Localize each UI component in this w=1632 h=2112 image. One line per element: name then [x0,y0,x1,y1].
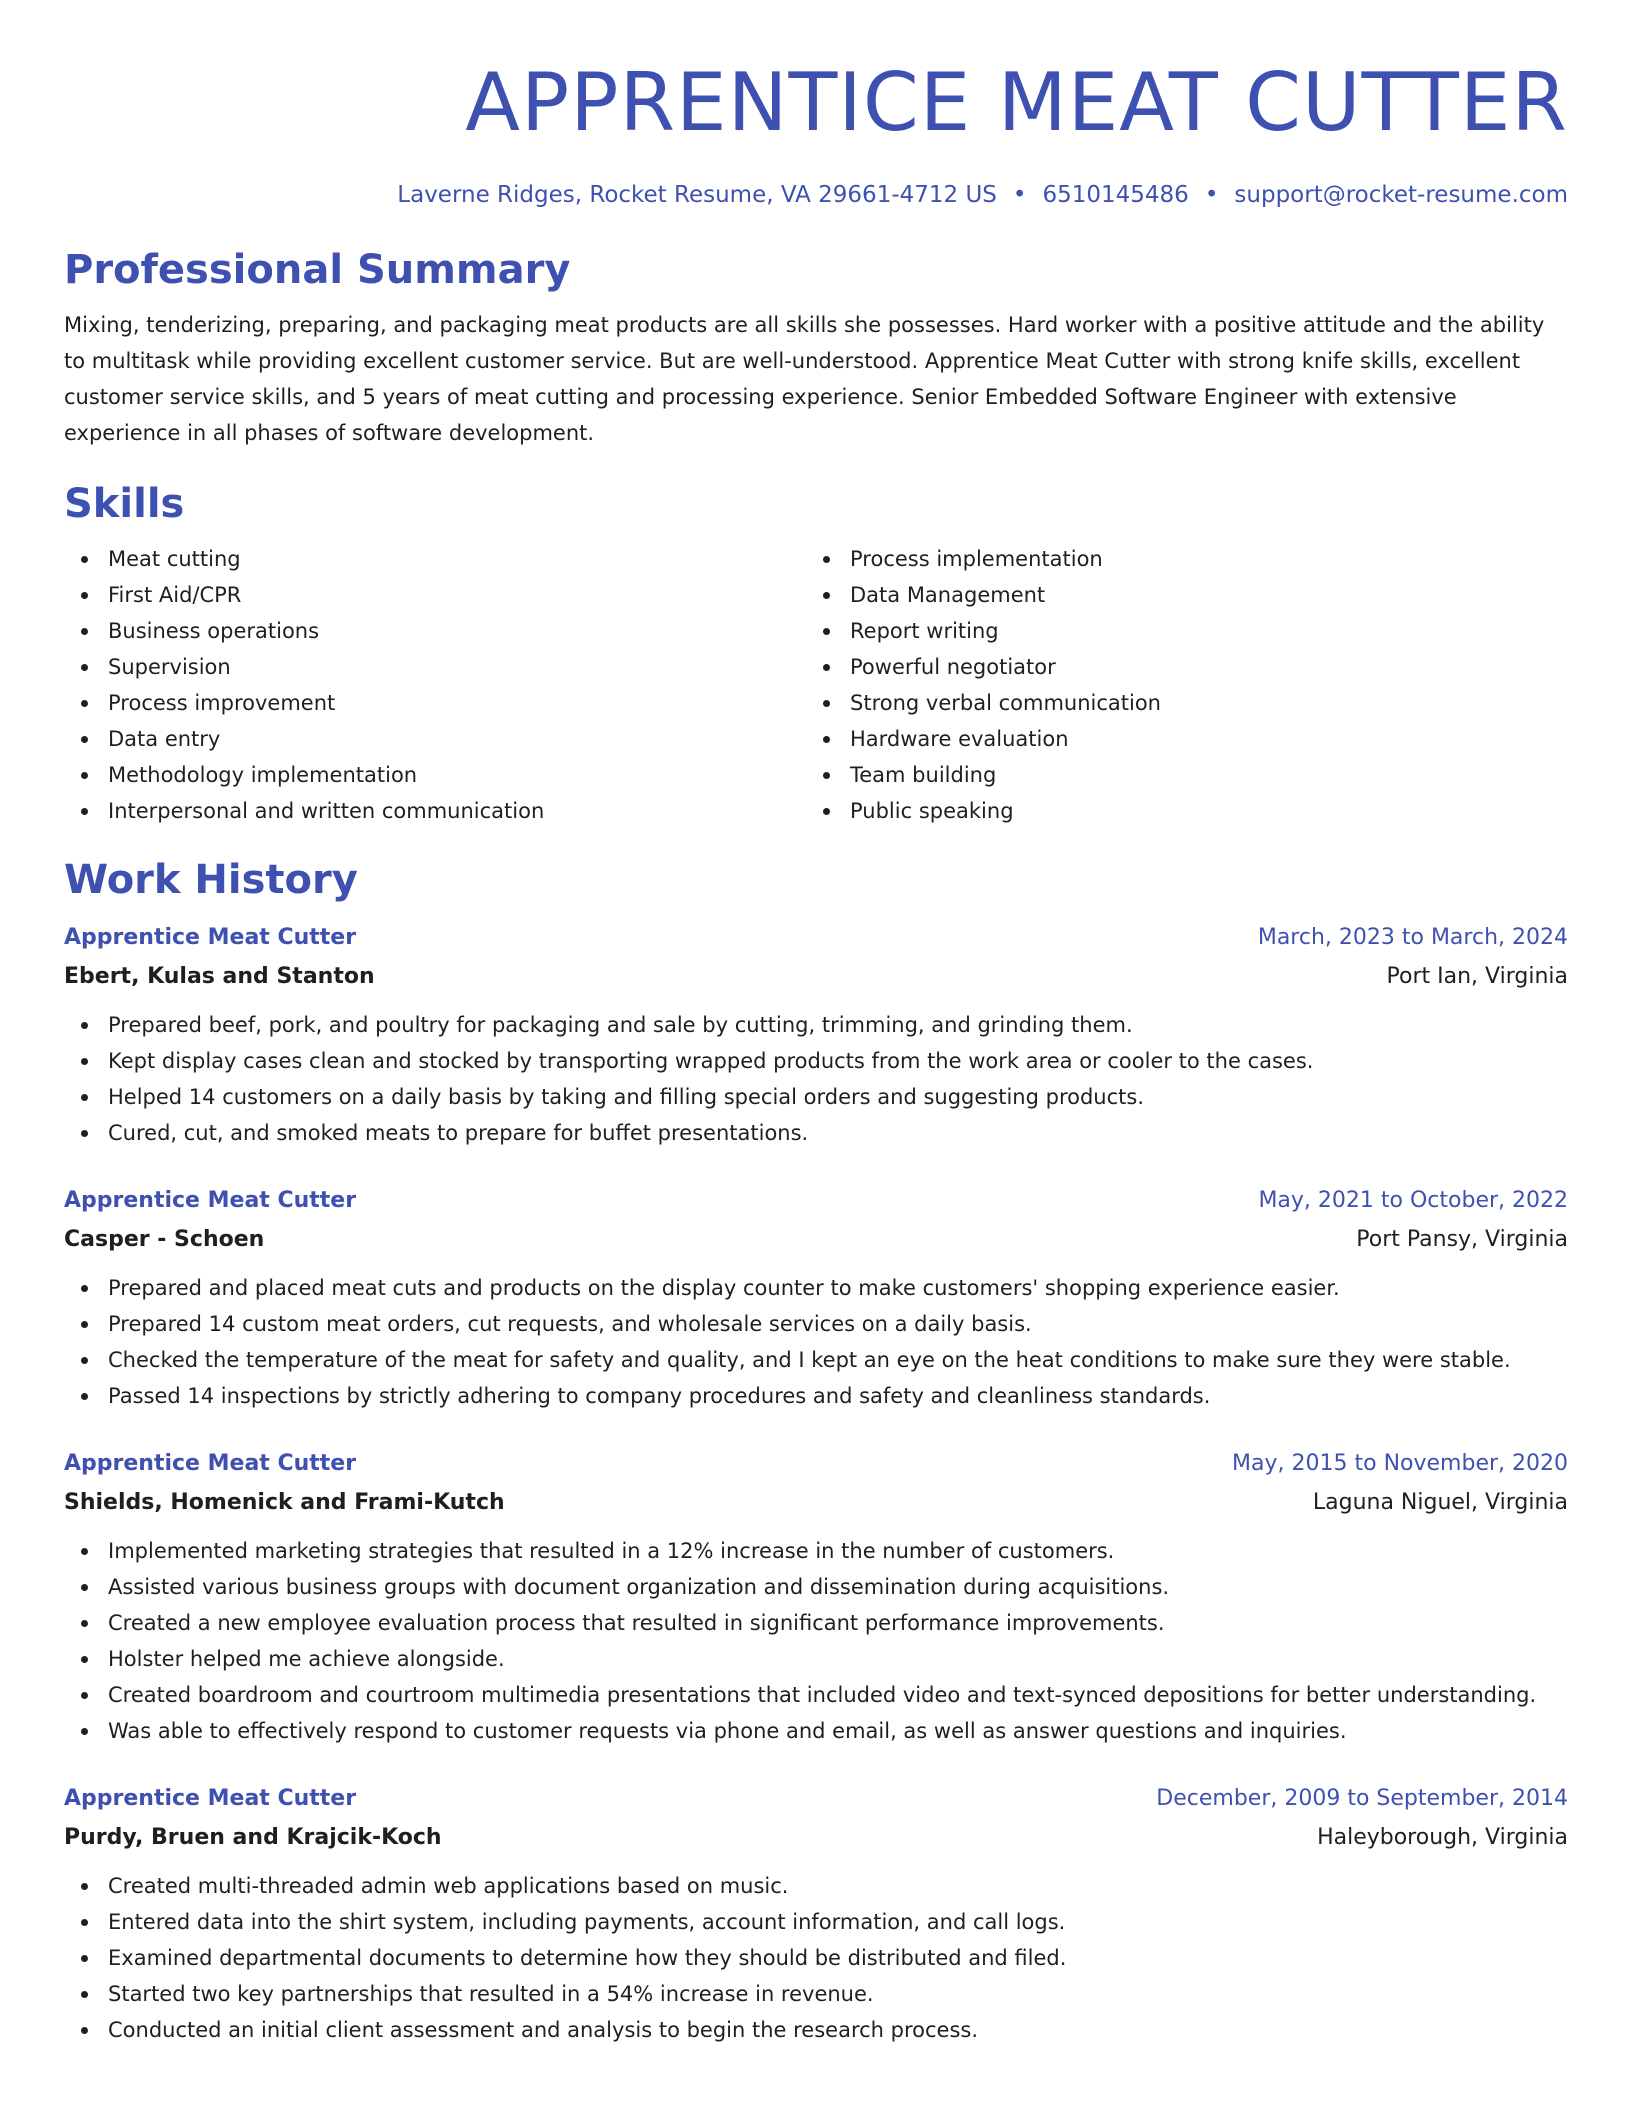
job-header [64,1445,1568,1483]
job-company: Purdy, Bruen and Krajcik-Koch [64,1825,442,1850]
contact-separator: • [1012,182,1027,208]
skills-column-right [806,541,1548,829]
skills-list [64,541,1568,829]
job-bullet: Examined departmental documents to determine how they should be distributed and filed. [64,1940,1568,1976]
job-company: Casper - Schoen [64,1227,265,1252]
job-bullet: Entered data into the shirt system, including payments, account information, and call logs. [64,1904,1568,1940]
job-entry [64,1780,1568,2048]
job-entry [64,1182,1568,1414]
job-location: Port Pansy, Virginia [1356,1227,1568,1252]
job-subheader [64,1818,1568,1858]
contact-line [64,179,1568,211]
job-bullets [64,1868,1568,2048]
job-bullet: Created boardroom and courtroom multimedia presentations that included video and text-synced depositions for better understanding. [64,1677,1568,1713]
job-entry [64,1445,1568,1749]
job-bullet: Conducted an initial client assessment and analysis to begin the research process. [64,2012,1568,2048]
job-bullets [64,1007,1568,1151]
skill-item: Interpersonal and written communication [64,793,806,829]
skill-item: First Aid/CPR [64,577,806,613]
job-bullet: Implemented marketing strategies that resulted in a 12% increase in the number of customers. [64,1533,1568,1569]
job-bullet: Checked the temperature of the meat for safety and quality, and I kept an eye on the heat conditions to make sure they were stable. [64,1342,1568,1378]
job-bullets [64,1533,1568,1749]
job-header [64,919,1568,957]
job-location: Port Ian, Virginia [1386,964,1568,989]
job-bullet: Assisted various business groups with document organization and dissemination during acquisitions. [64,1569,1568,1605]
skill-item: Strong verbal communication [806,685,1548,721]
job-dates: May, 2021 to October, 2022 [1258,1188,1568,1213]
job-location: Laguna Niguel, Virginia [1312,1490,1568,1515]
resume-page [64,0,1568,2048]
job-company: Shields, Homenick and Frami-Kutch [64,1490,505,1515]
skills-column-left [64,541,806,829]
job-subheader [64,1483,1568,1523]
skill-item: Report writing [806,613,1548,649]
job-dates: March, 2023 to March, 2024 [1257,925,1568,950]
summary-heading: Professional Summary [64,247,571,293]
job-bullet: Cured, cut, and smoked meats to prepare for buffet presentations. [64,1115,1568,1151]
job-bullet: Prepared beef, pork, and poultry for packaging and sale by cutting, trimming, and grinding them. [64,1007,1568,1043]
skill-item: Meat cutting [64,541,806,577]
skill-item: Supervision [64,649,806,685]
job-bullet: Helped 14 customers on a daily basis by taking and filling special orders and suggesting products. [64,1079,1568,1115]
skill-item: Process implementation [806,541,1548,577]
skills-heading: Skills [64,481,185,527]
job-bullets [64,1270,1568,1414]
job-dates: December, 2009 to September, 2014 [1156,1786,1568,1811]
job-bullet: Created a new employee evaluation process that resulted in significant performance improvements. [64,1605,1568,1641]
job-header [64,1780,1568,1818]
contact-separator: • [1204,182,1219,208]
contact-email[interactable]: support@rocket-resume.com [1234,182,1568,208]
skill-item: Process improvement [64,685,806,721]
skill-item: Methodology implementation [64,757,806,793]
job-company: Ebert, Kulas and Stanton [64,964,375,989]
job-dates: May, 2015 to November, 2020 [1232,1451,1568,1476]
job-bullet: Was able to effectively respond to customer requests via phone and email, as well as answer questions and inquiries. [64,1713,1568,1749]
job-subheader [64,1220,1568,1260]
job-bullet: Passed 14 inspections by strictly adhering to company procedures and safety and cleanliness standards. [64,1378,1568,1414]
work-history-heading: Work History [64,857,358,903]
job-bullet: Created multi-threaded admin web applications based on music. [64,1868,1568,1904]
job-title: Apprentice Meat Cutter [64,1786,357,1811]
job-header [64,1182,1568,1220]
job-location: Haleyborough, Virginia [1317,1825,1568,1850]
job-bullet: Started two key partnerships that resulted in a 54% increase in revenue. [64,1976,1568,2012]
job-title: Apprentice Meat Cutter [64,925,357,950]
skill-item: Data Management [806,577,1548,613]
skill-item: Team building [806,757,1548,793]
job-bullet: Prepared 14 custom meat orders, cut requests, and wholesale services on a daily basis. [64,1306,1568,1342]
job-bullet: Kept display cases clean and stocked by transporting wrapped products from the work area or cooler to the cases. [64,1043,1568,1079]
job-bullet: Holster helped me achieve alongside. [64,1641,1568,1677]
summary-text: Mixing, tenderizing, preparing, and packaging meat products are all skills she possesses. Hard worker with a positive attitude and the ability to multitask while providing excellent customer service. But are well-understood. Apprentice Meat Cutter with strong knife skills, excellent customer service skills, and 5 years of meat cutting and processing experience. Senior Embedded Software Engineer with extensive experience in all phases of software development. [64,313,1545,445]
contact-phone: 6510145486 [1042,182,1189,208]
job-bullet: Prepared and placed meat cuts and products on the display counter to make customers' shopping experience easier. [64,1270,1568,1306]
contact-address: Laverne Ridges, Rocket Resume, VA 29661-4712 US [397,182,997,208]
job-title: Apprentice Meat Cutter [64,1451,357,1476]
skill-item: Powerful negotiator [806,649,1548,685]
job-entry [64,919,1568,1151]
skill-item: Public speaking [806,793,1548,829]
job-title: Apprentice Meat Cutter [64,1188,357,1213]
skill-item: Hardware evaluation [806,721,1548,757]
resume-name: APPRENTICE MEAT CUTTER [465,56,1568,149]
skill-item: Data entry [64,721,806,757]
skill-item: Business operations [64,613,806,649]
job-subheader [64,957,1568,997]
